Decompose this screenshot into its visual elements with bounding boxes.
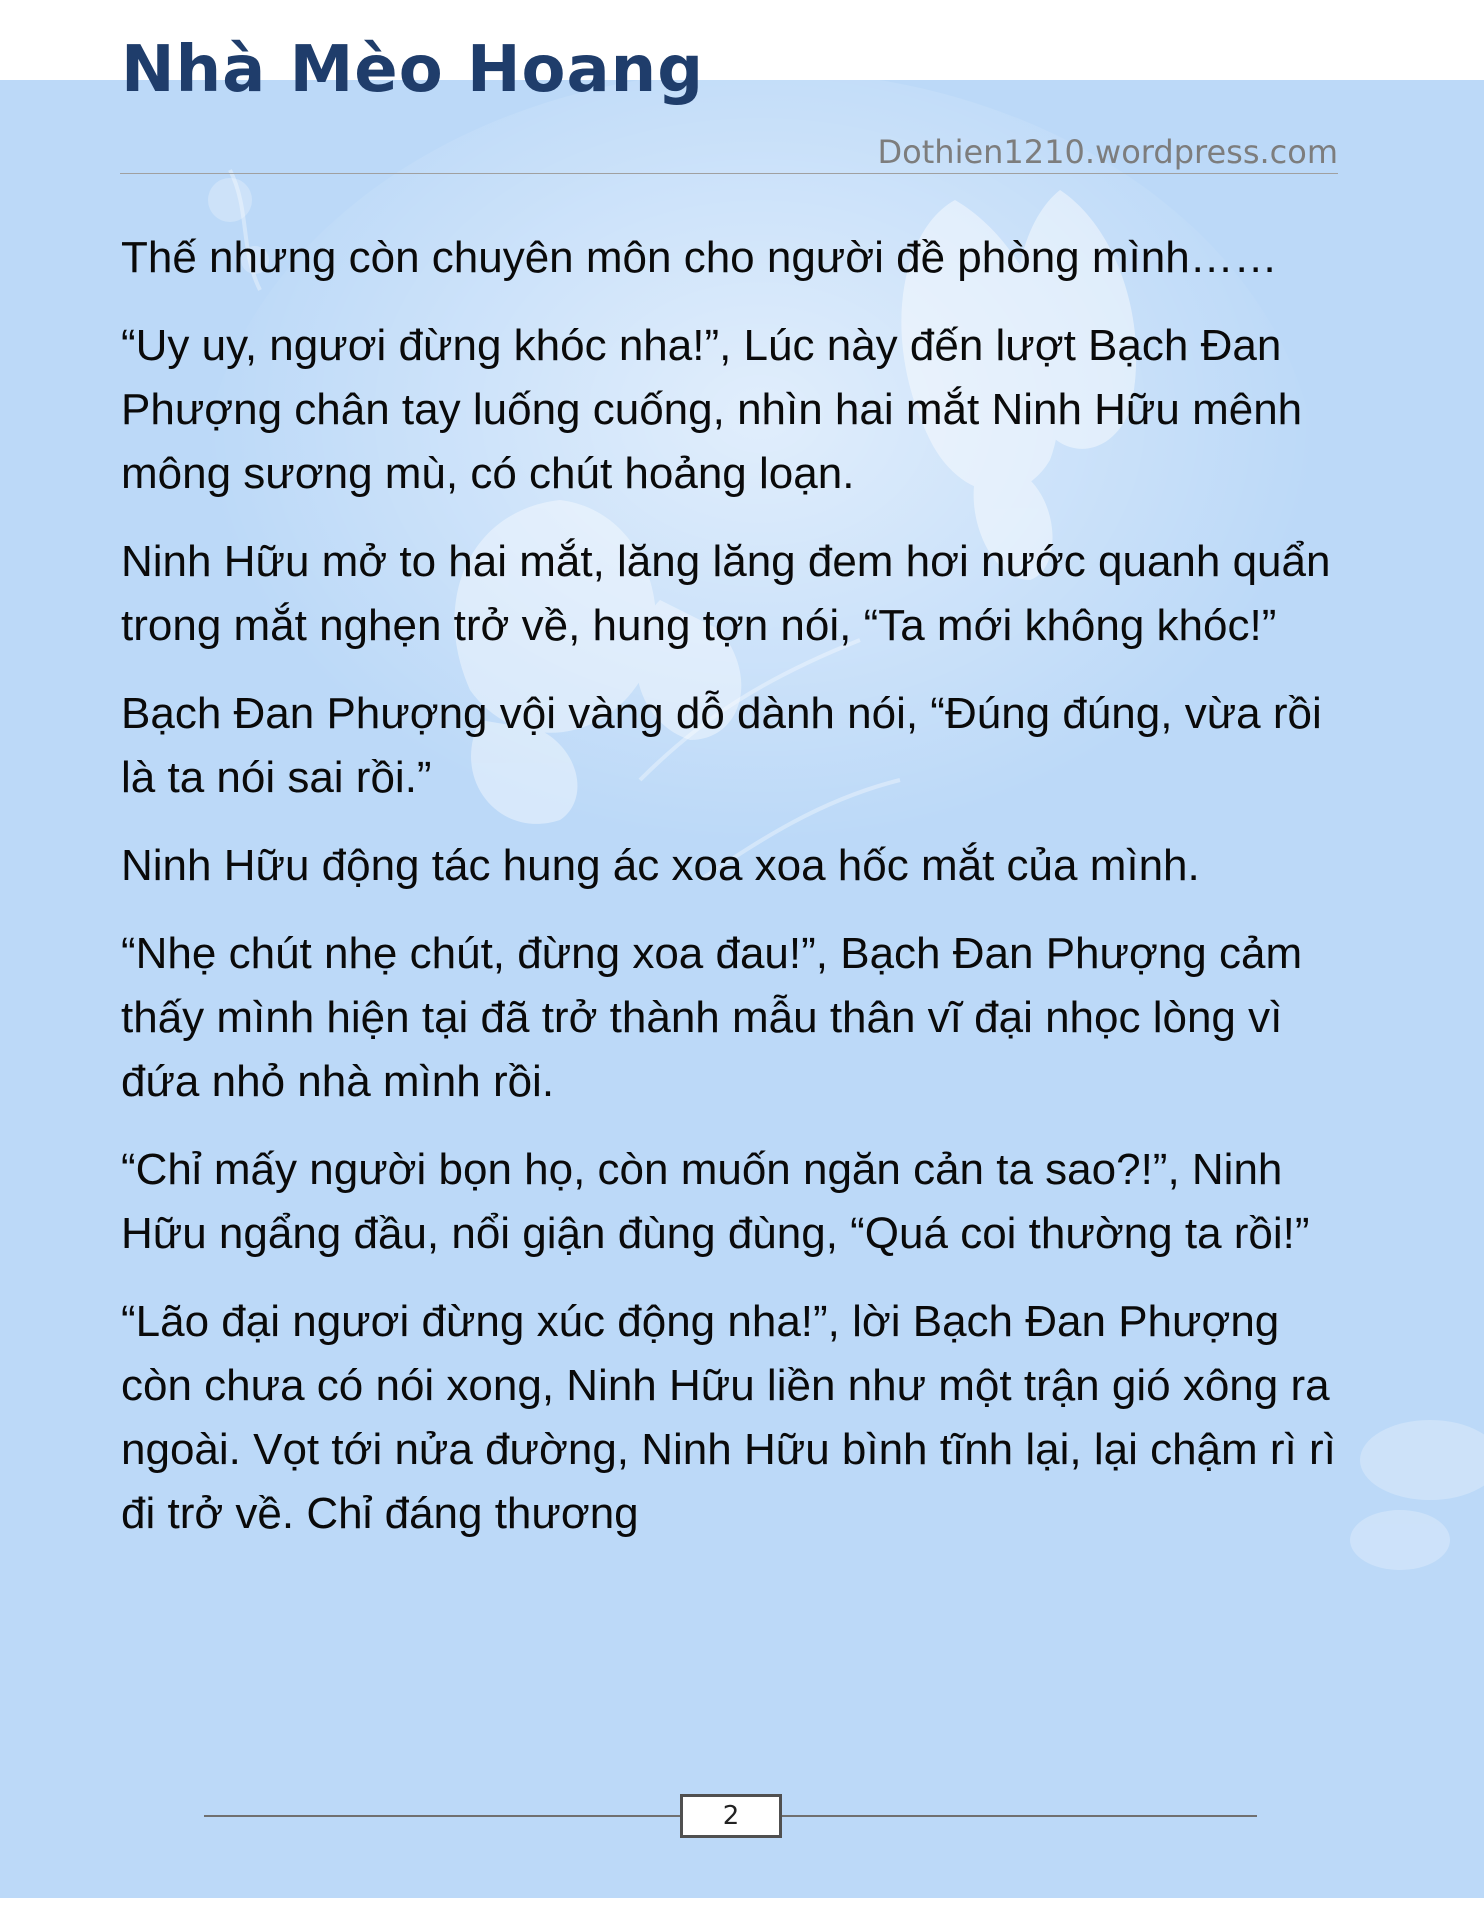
header-divider xyxy=(120,173,1338,174)
document-title: Nhà Mèo Hoang xyxy=(121,33,705,107)
footer-divider-left xyxy=(204,1815,680,1817)
paragraph: Ninh Hữu động tác hung ác xoa xoa hốc mắt của mình. xyxy=(121,841,1200,890)
story-text xyxy=(121,226,1346,1570)
paragraph: Bạch Đan Phượng vội vàng dỗ dành nói, “Đúng đúng, vừa rồi là ta nói sai rồi.” xyxy=(121,689,1322,802)
paragraph: Thế nhưng còn chuyên môn cho người đề phòng mình…… xyxy=(121,233,1278,282)
paragraph: “Nhẹ chút nhẹ chút, đừng xoa đau!”, Bạch Đan Phượng cảm thấy mình hiện tại đã trở thành mẫu thân vĩ đại nhọc lòng vì đứa nhỏ nhà mình rồi. xyxy=(121,929,1303,1106)
footer-divider-right xyxy=(782,1815,1257,1817)
page-number: 2 xyxy=(680,1794,782,1838)
paragraph: “Lão đại ngươi đừng xúc động nha!”, lời Bạch Đan Phượng còn chưa có nói xong, Ninh Hữu liền như một trận gió xông ra ngoài. Vọt tới nửa đường, Ninh Hữu bình tĩnh lại, lại chậm rì rì đi trở về. Chỉ đáng thương xyxy=(121,1297,1336,1538)
page-bottom-margin xyxy=(0,1898,1484,1920)
paragraph: “Chỉ mấy người bọn họ, còn muốn ngăn cản ta sao?!”, Ninh Hữu ngẩng đầu, nổi giận đùng đùng, “Quá coi thường ta rồi!” xyxy=(121,1145,1310,1258)
site-url: Dothien1210.wordpress.com xyxy=(877,133,1338,171)
paragraph: Ninh Hữu mở to hai mắt, lăng lăng đem hơi nước quanh quẩn trong mắt nghẹn trở về, hung tợn nói, “Ta mới không khóc!” xyxy=(121,537,1331,650)
paragraph: “Uy uy, ngươi đừng khóc nha!”, Lúc này đến lượt Bạch Đan Phượng chân tay luống cuống, nhìn hai mắt Ninh Hữu mênh mông sương mù, có chút hoảng loạn. xyxy=(121,321,1303,498)
